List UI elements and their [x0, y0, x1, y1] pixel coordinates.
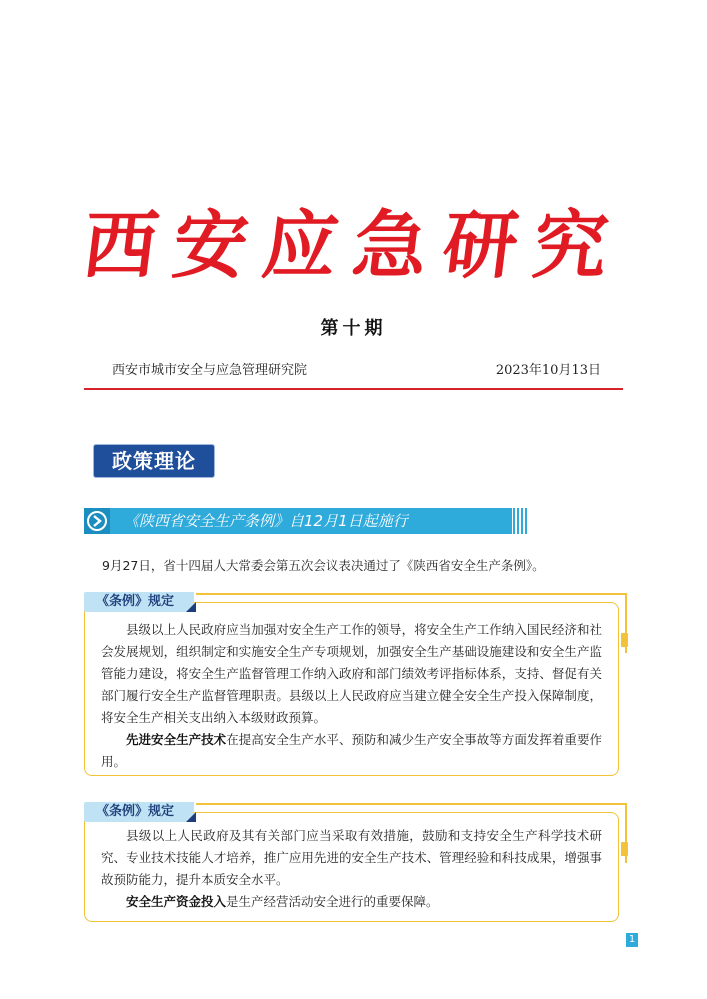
issue-number: 第十期	[320, 318, 387, 339]
section-label: 政策理论	[112, 449, 196, 473]
box1-emphasis: 先进安全生产技术	[126, 732, 227, 747]
chevron-right-icon	[84, 508, 110, 534]
box1-top-accent	[196, 593, 627, 595]
box1-paragraph-1: 县级以上人民政府应当加强对安全生产工作的领导，将安全生产工作纳入国民经济和社会发展规划，组织制定和实施安全生产专项规划，加强安全生产基础设施建设和安全生产监管能力建设，将安全生产监督管理工作纳入政府和部门绩效考评指标体系，支持、督促有关部门履行安全生产监督管理职责。县级以上人民政府应当建立健全安全生产投入保障制度，将安全生产相关支出纳入本级财政预算。	[101, 622, 602, 725]
header-divider	[84, 388, 623, 390]
box1-paragraph-2	[101, 729, 602, 773]
box2-paragraph-2	[101, 891, 602, 913]
box2-label-corner	[186, 812, 196, 822]
box1-label: 《条例》规定	[84, 592, 194, 612]
box1-label-corner	[186, 602, 196, 612]
box2-top-accent	[196, 803, 627, 805]
page-number: 1	[626, 933, 638, 947]
box2-emphasis: 安全生产资金投入	[126, 894, 227, 909]
title-bar-stripes	[513, 508, 533, 534]
box2-side-tab	[621, 842, 628, 856]
article-title: 《陕西省安全生产条例》自12月1日起施行	[124, 512, 408, 530]
box2-paragraph-1: 县级以上人民政府及其有关部门应当采取有效措施，鼓励和支持安全生产科学技术研究、专业技术技能人才培养，推广应用先进的安全生产技术、管理经验和科技成果，增强事故预防能力，提升本质安全水平。	[101, 828, 602, 887]
box1-side-tab	[621, 633, 628, 647]
masthead-title: 西安应急研究	[78, 203, 629, 289]
box2-label: 《条例》规定	[84, 802, 194, 822]
section-badge	[94, 445, 214, 477]
publish-date: 2023年10月13日	[495, 363, 601, 378]
publisher-name: 西安市城市安全与应急管理研究院	[112, 363, 308, 378]
regulation-box-1	[84, 602, 619, 776]
article-title-bar	[84, 508, 512, 534]
regulation-box-2	[84, 812, 619, 922]
article-intro: 9月27日，省十四届人大常委会第五次会议表决通过了《陕西省安全生产条例》。	[102, 558, 545, 573]
box1-paragraph-2-text: 在提高安全生产水平、预防和减少生产安全事故等方面发挥着重要作用。	[101, 732, 602, 769]
box2-paragraph-2-text: 是生产经营活动安全进行的重要保障。	[226, 894, 439, 909]
